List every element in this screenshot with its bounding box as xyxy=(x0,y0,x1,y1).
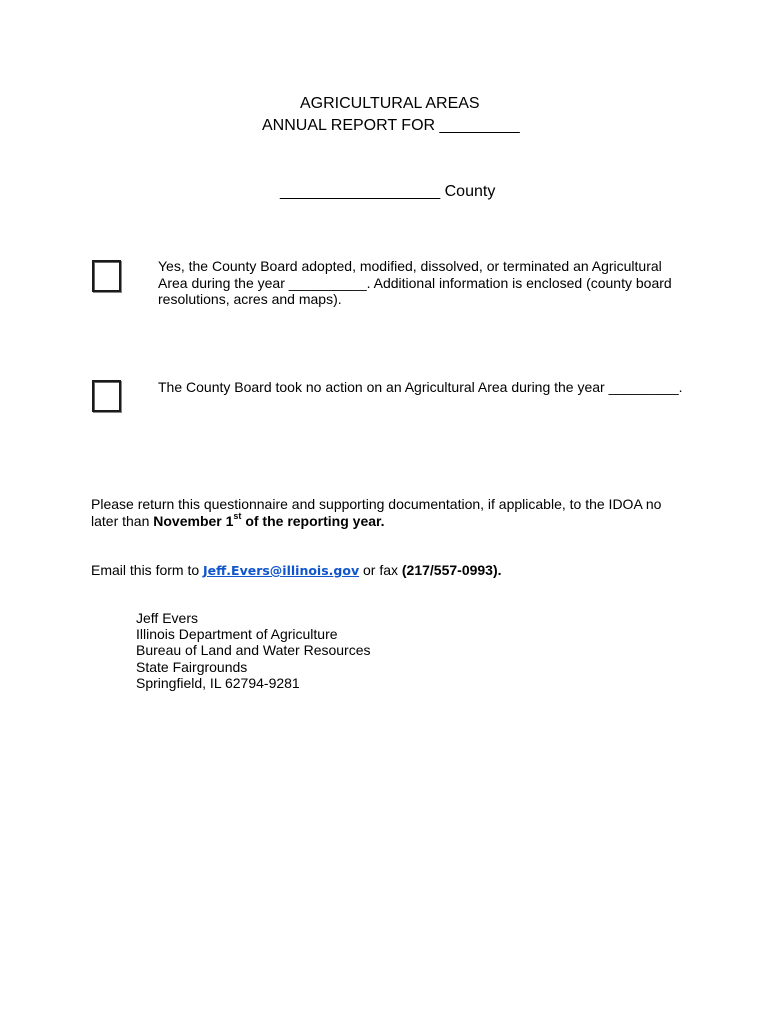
fax-number: (217/557-0993). xyxy=(401,562,502,578)
option-no-action-text xyxy=(158,379,698,396)
email-instructions xyxy=(91,562,691,579)
option-action-taken-text xyxy=(158,258,678,308)
checkbox-action-taken[interactable] xyxy=(92,260,121,292)
deadline-rest: of the reporting year. xyxy=(241,513,385,529)
option-action-taken-line-1: Yes, the County Board adopted, modified, dissolved, or terminated an Agricultural xyxy=(158,258,662,274)
deadline xyxy=(153,513,384,529)
checkbox-no-action[interactable] xyxy=(92,380,121,412)
address-city: Springfield, IL 62794-9281 xyxy=(136,674,300,691)
option-action-taken-line-3: resolutions, acres and maps). xyxy=(158,291,342,307)
deadline-month-day: November 1 xyxy=(153,513,234,529)
return-instructions-line-2 xyxy=(91,513,691,530)
address-org: Illinois Department of Agriculture xyxy=(136,626,338,643)
address-location: State Fairgrounds xyxy=(136,658,248,675)
email-link[interactable]: Jeff.Evers@illinois.gov xyxy=(203,563,360,578)
deadline-suffix: st xyxy=(233,511,242,522)
report-subtitle: ANNUAL REPORT FOR _________ xyxy=(262,117,520,134)
email-middle: or fax xyxy=(359,562,402,578)
report-title: AGRICULTURAL AREAS xyxy=(300,95,480,112)
option-no-action-line-1: The County Board took no action on an Agricultural Area during the year _________. xyxy=(158,379,683,395)
return-prefix: later than xyxy=(91,513,154,529)
return-instructions-line-1: Please return this questionnaire and supporting documentation, if applicable, to the IDOA no xyxy=(91,496,662,512)
option-action-taken-line-2: Area during the year __________. Additional information is enclosed (county board xyxy=(158,274,672,291)
address-bureau: Bureau of Land and Water Resources xyxy=(136,642,371,659)
county-field: __________________ County xyxy=(280,183,496,200)
email-prefix: Email this form to xyxy=(91,562,204,578)
address-name: Jeff Evers xyxy=(136,610,198,626)
mailing-address xyxy=(136,610,371,691)
return-instructions xyxy=(91,496,691,530)
